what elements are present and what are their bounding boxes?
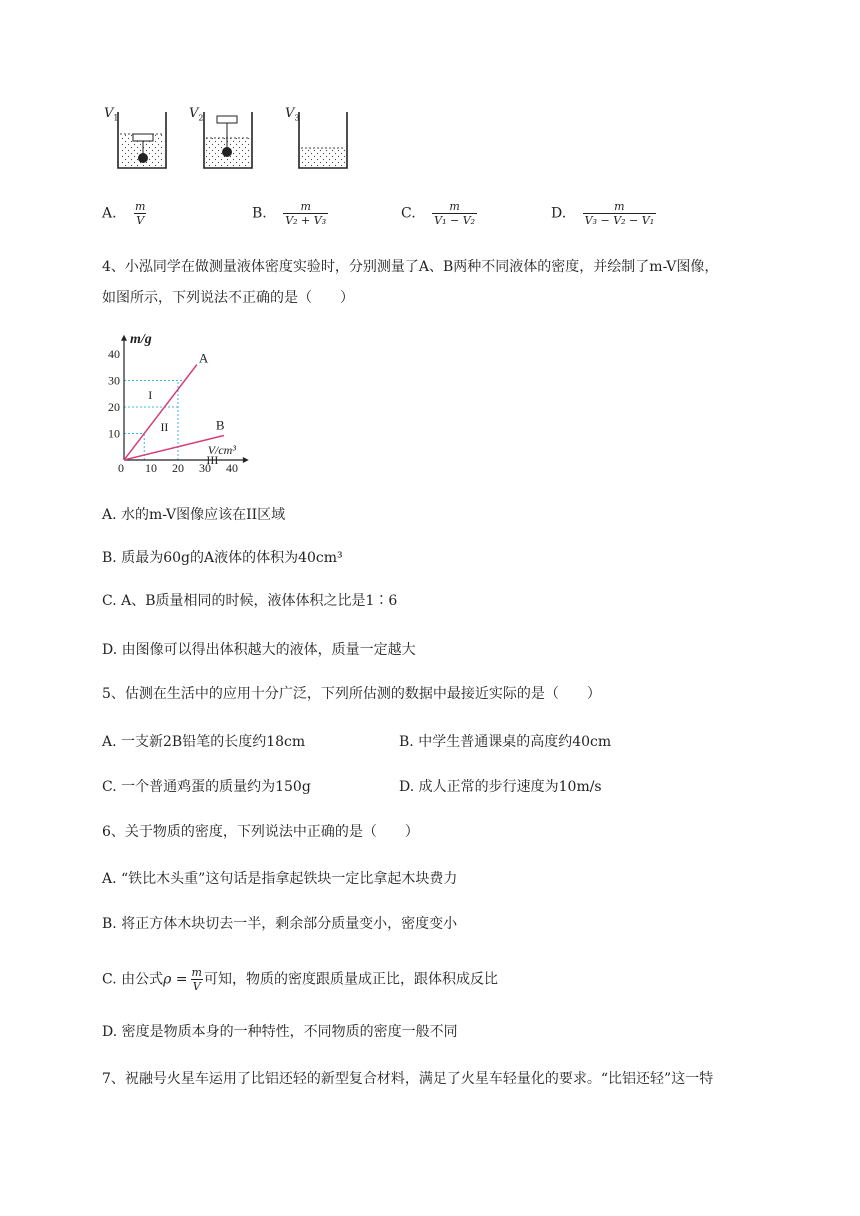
q3-option-d[interactable] — [551, 200, 656, 227]
q4-option-d[interactable]: D. 由图像可以得出体积越大的液体，质量一定越大 — [102, 642, 416, 658]
y-tick-label: 40 — [108, 347, 120, 361]
y-tick-label: 10 — [108, 426, 120, 441]
q6-option-a[interactable]: A. “铁比木头重”这句话是指拿起铁块一定比拿起木块费力 — [102, 871, 458, 887]
x-tick-label: 10 — [145, 461, 157, 475]
q5-option-b[interactable]: B. 中学生普通课桌的高度约40cm — [399, 734, 612, 750]
option-letter: D. — [551, 205, 567, 222]
option-letter: A. — [102, 205, 117, 222]
q3-option-c[interactable] — [401, 200, 477, 227]
x-axis-label: V/cm³ — [207, 443, 236, 457]
rho-formula: ρ = — [163, 971, 188, 988]
q4-option-b[interactable]: B. 质最为60g的A液体的体积为40cm³ — [102, 550, 343, 566]
fraction: $\frac{m}{\text{V₃ − V₂ − V₁}}$ — [584, 200, 655, 227]
mv-chart — [96, 330, 296, 480]
q4-option-a[interactable]: A. 水的m-V图像应该在II区域 — [102, 507, 286, 523]
q7-stem: 7、祝融号火星车运用了比铝还轻的新型复合材料，满足了火星车轻量化的要求。“比铝还轻”这一特 — [102, 1071, 714, 1087]
beaker-label-v3: $V_3$ — [285, 106, 300, 123]
beakers-drawing — [100, 104, 360, 174]
option-c-suffix: 可知，物质的密度跟质量成正比，跟体积成反比 — [203, 971, 498, 988]
x-tick-label: 0 — [118, 461, 124, 475]
region-label-II: II — [160, 419, 169, 434]
q6-option-d[interactable]: D. 密度是物质本身的一种特性，不同物质的密度一般不同 — [102, 1024, 458, 1040]
y-axis-arrow — [121, 335, 127, 341]
fraction: $\frac{m}{V}$ — [191, 966, 202, 993]
q6-option-c[interactable] — [102, 966, 498, 993]
option-letter: C. — [401, 205, 416, 222]
q6-stem: 6、关于物质的密度，下列说法中正确的是（ ） — [102, 824, 419, 840]
q5-option-a[interactable]: A. 一支新2B铅笔的长度约18cm — [102, 734, 306, 750]
x-tick-label: 30 — [199, 461, 211, 475]
y-axis-label: m/g — [130, 331, 152, 347]
beaker-label-v2: $V_2$ — [189, 106, 204, 123]
fraction: $\frac{m}{V}$ — [135, 200, 146, 227]
q5-stem: 5、估测在生活中的应用十分广泛，下列所估测的数据中最接近实际的是（ ） — [102, 686, 601, 702]
beaker-3 — [299, 112, 347, 168]
series-label-A: A — [198, 350, 209, 366]
q3-option-b[interactable] — [252, 200, 328, 227]
series-line-A — [124, 365, 197, 460]
y-tick-label: 30 — [108, 373, 120, 388]
beaker-1 — [118, 112, 166, 168]
series-label-B: B — [215, 417, 225, 433]
region-label-I: I — [148, 388, 153, 403]
q4-stem-line2: 如图所示，下列说法不正确的是（ ） — [102, 290, 354, 306]
q4-option-c[interactable]: C. A、B质量相同的时候，液体体积之比是1∶6 — [102, 593, 398, 609]
fraction: $\frac{m}{\text{V₁ − V₂}}$ — [434, 200, 476, 227]
option-letter: B. — [252, 205, 267, 222]
y-tick-label: 20 — [108, 400, 120, 414]
region-label-III: III — [206, 452, 219, 467]
option-c-prefix: C. 由公式 — [102, 971, 164, 988]
q5-option-d[interactable]: D. 成人正常的步行速度为10m/s — [399, 779, 602, 795]
q6-option-b[interactable]: B. 将正方体木块切去一半，剩余部分质量变小，密度变小 — [102, 916, 458, 932]
q3-option-a[interactable] — [102, 200, 147, 227]
x-tick-label: 20 — [172, 461, 184, 475]
fraction: $\frac{m}{\text{V₂ + V₃}}$ — [285, 200, 327, 227]
x-tick-label: 40 — [226, 461, 238, 475]
beaker-2 — [204, 112, 252, 168]
q5-option-c[interactable]: C. 一个普通鸡蛋的质量约为150g — [102, 779, 311, 795]
q4-stem-line1: 4、小泓同学在做测量液体密度实验时，分别测量了A、B两种不同液体的密度，并绘制了m-V图像， — [102, 259, 719, 275]
beaker-label-v1: $V_1$ — [104, 106, 119, 123]
x-axis-arrow — [243, 457, 249, 463]
